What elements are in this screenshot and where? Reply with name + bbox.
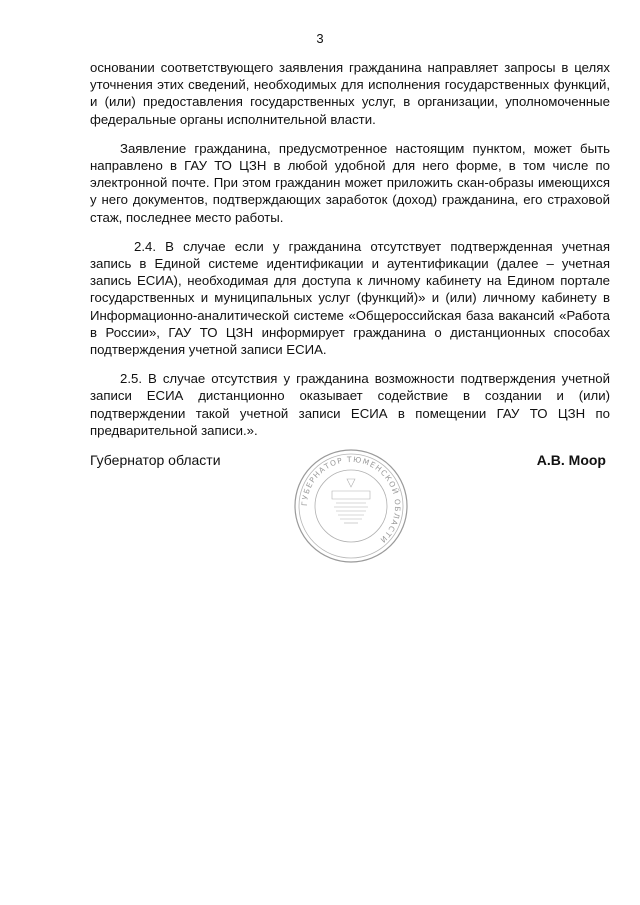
signatory-title: Губернатор области bbox=[90, 452, 221, 468]
official-seal-stamp bbox=[292, 447, 410, 565]
paragraph-citizen-application: Заявление гражданина, предусмотренное настоящим пунктом, может быть направлено в ГАУ ТО ЦЗН в любой удобной для него форме, в том числе по электронной почте. При этом гражданин может приложить скан-образы имеющихся у него документов, подтверждающих заработок (доход) гражданина, его страховой стаж, последнее место работы. bbox=[90, 140, 610, 225]
paragraph-2-5: 2.5. В случае отсутствия у гражданина возможности подтверждения учетной записи ЕСИА дистанционно оказывает содействие в создании и (или) подтверждении такой учетной записи ЕСИА в помещении ГАУ ТО ЦЗН по предварительной записи.». bbox=[90, 371, 610, 438]
paragraph-continuation: основании соответствующего заявления гражданина направляет запросы в целях уточнения этих сведений, необходимых для исполнения государственных функций, и (или) предоставления государственных услуг, в организации, уполномоченные федеральные органы исполнительной власти. bbox=[90, 60, 610, 127]
seal-text: ГУБЕРНАТОР ТЮМЕНСКОЙ ОБЛАСТИ bbox=[299, 454, 403, 546]
page-number: 3 bbox=[316, 31, 324, 46]
signatory-name: А.В. Моор bbox=[536, 452, 606, 468]
document-body bbox=[90, 59, 610, 439]
paragraph-2-4: 2.4. В случае если у гражданина отсутствует подтвержденная учетная запись в Единой системе идентификации и аутентификации (далее – учетная запись ЕСИА), необходимая для доступа к личному кабинету на Едином портале государственных и муниципальных услуг (функций)» и (или) личному кабинету в Информационно-аналитической системе «Общероссийская база вакансий «Работа в России», ГАУ ТО ЦЗН информирует гражданина о дистанционных способах подтверждения учетной записи ЕСИА. bbox=[90, 238, 610, 358]
